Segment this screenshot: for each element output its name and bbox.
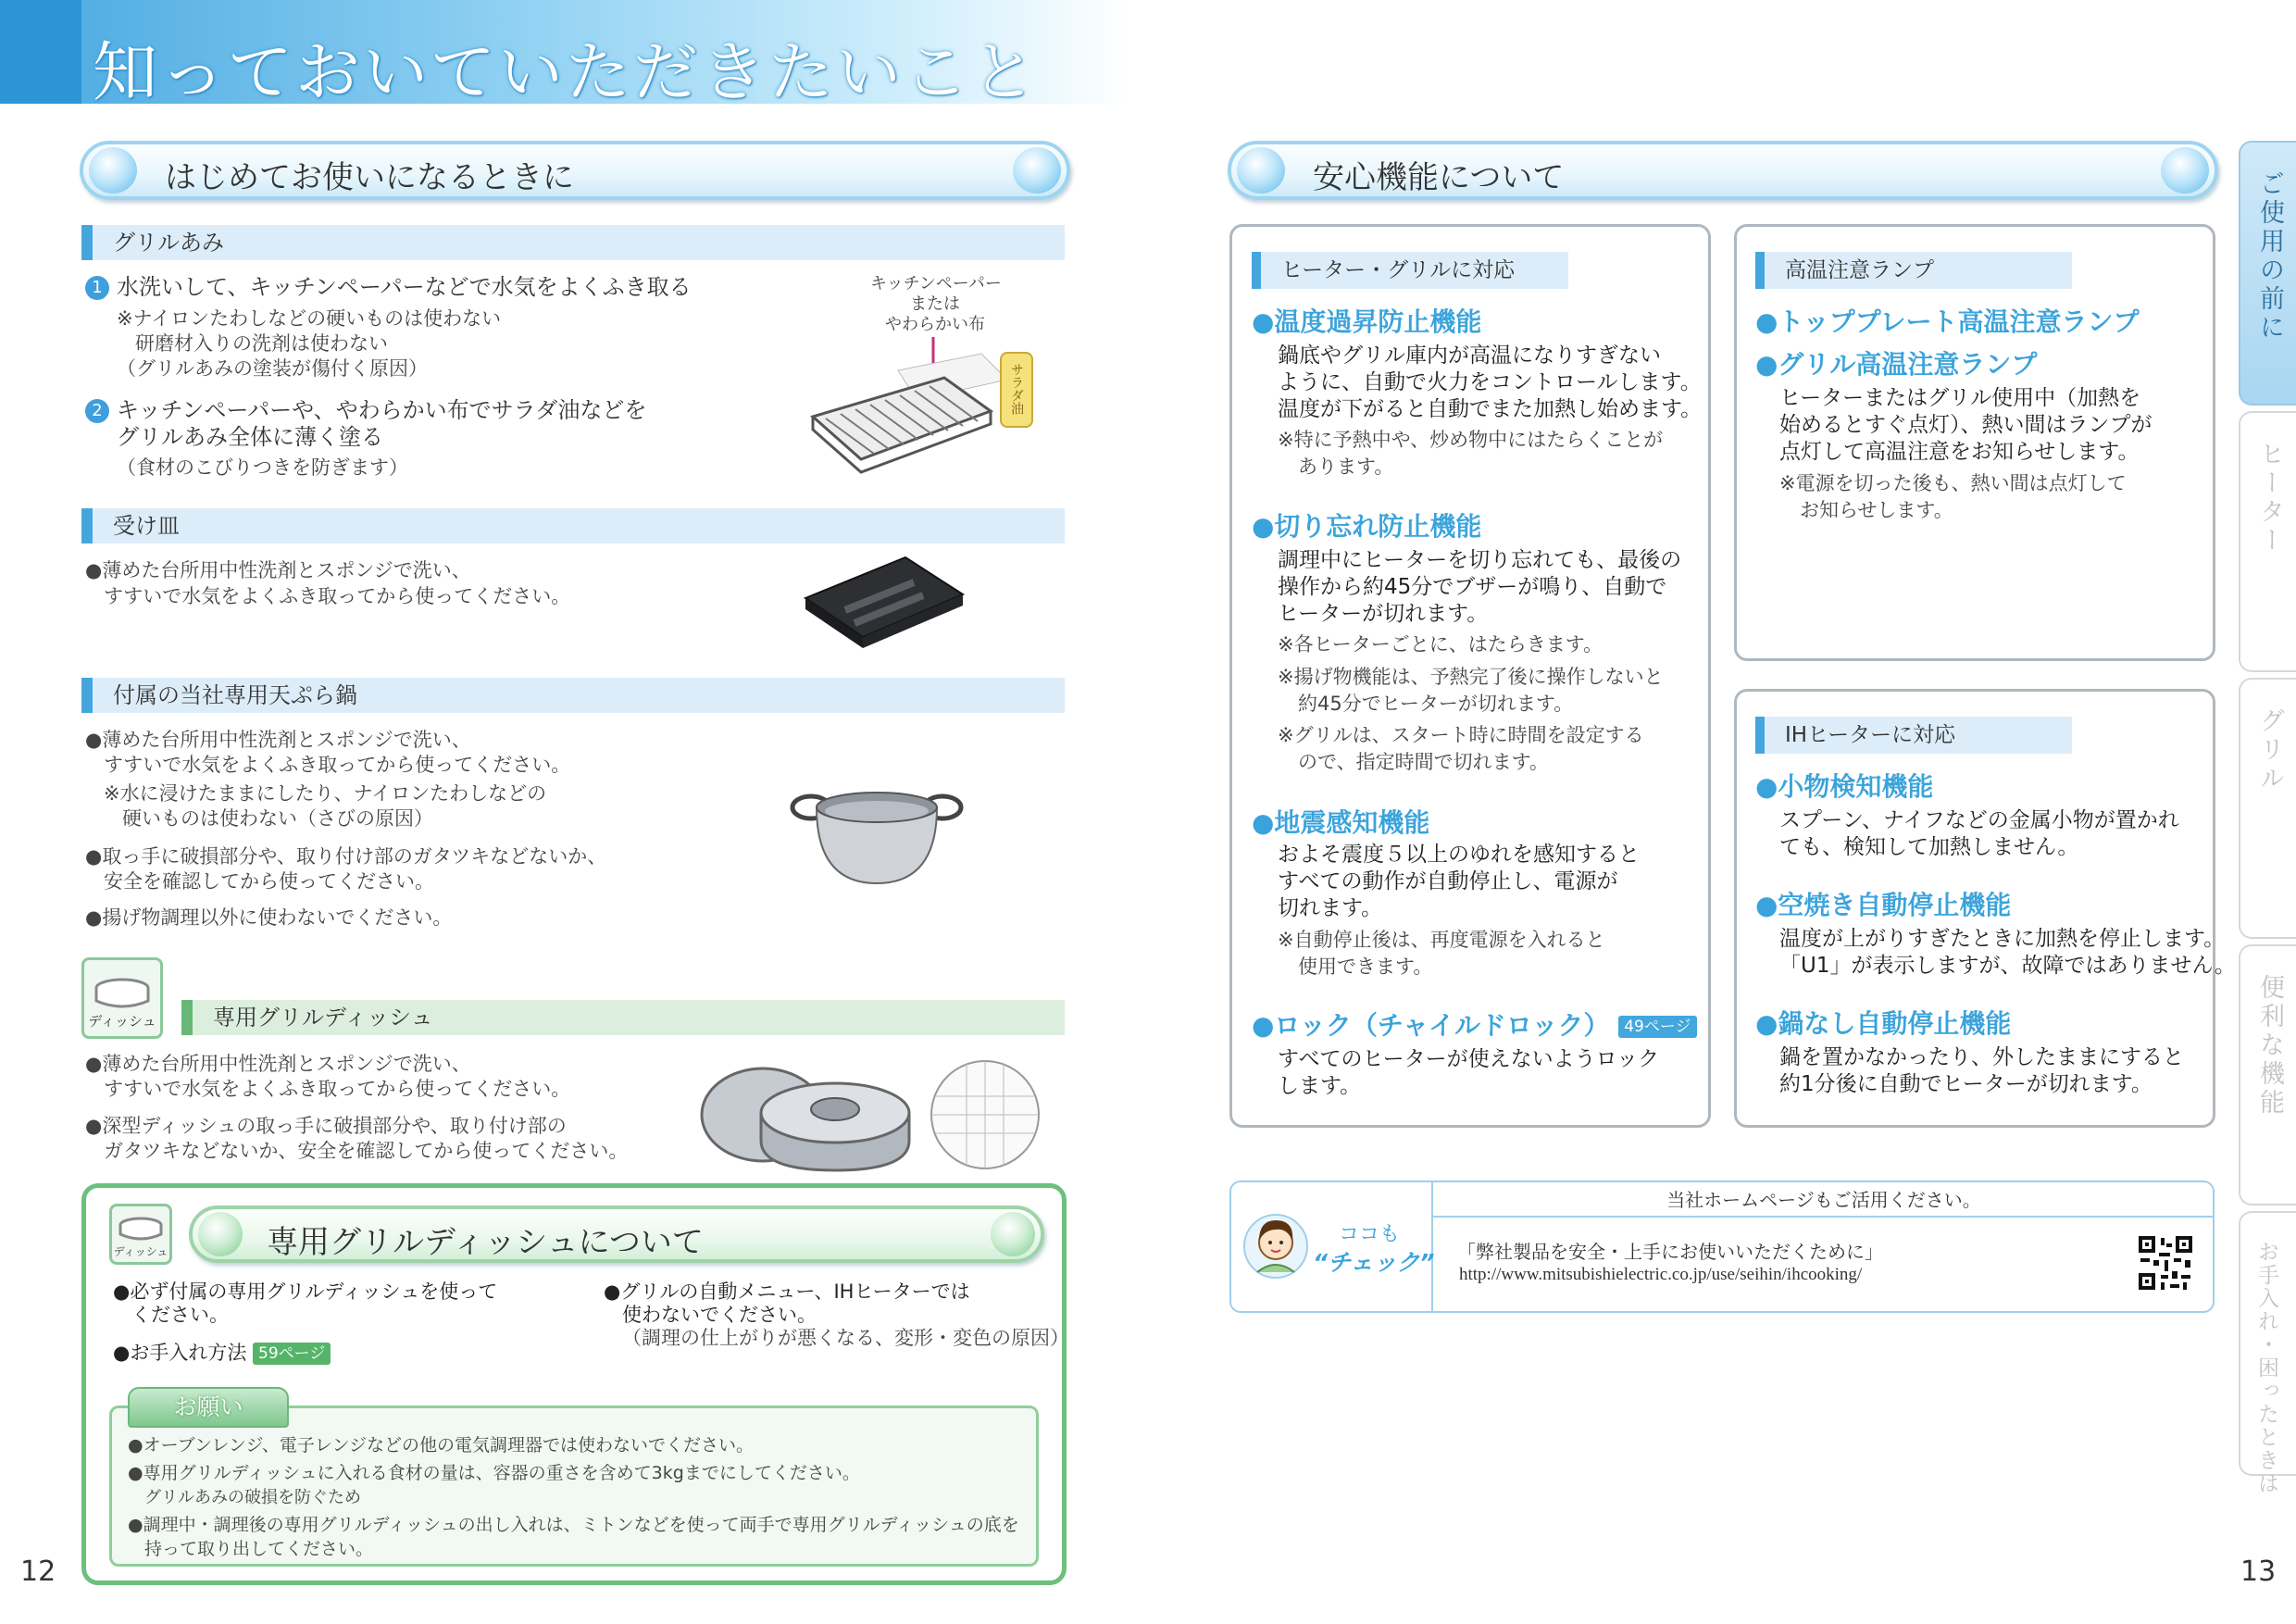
dish-text: ガタツキなどないか、安全を確認してから使ってください。 [104,1140,629,1162]
feature-note: ので、指定時間で切れます。 [1298,751,1549,773]
section-title: はじめてお使いになるときに [165,159,574,196]
subheading-grill-dish: 専用グリルディッシュ [181,1000,1065,1035]
feature-text: 鍋底やグリル庫内が高温になりすぎない [1278,344,1661,368]
feature-note: 使用できます。 [1298,956,1433,978]
feature-text: 温度が下がると自動でまた加熱し始めます。 [1278,397,1703,421]
feature-title: ●トッププレート高温注意ランプ [1755,306,2140,337]
dish-icon: ディッシュ [109,1204,172,1265]
dish-box-note: （調理の仕上がりが悪くなる、変形・変色の原因） [622,1327,1069,1349]
side-tab-convenient[interactable]: 便利な機能 [2239,944,2296,1206]
pot-text: すすいで水気をよくふき取ってから使ってください。 [104,754,571,776]
request-item: 持って取り出してください。 [144,1539,374,1559]
pot-text: ●取っ手に破損部分や、取り付け部のガタツキなどないか、 [85,845,607,868]
website-title: 「弊社製品を安全・上手にお使いいただくために」 [1457,1241,1883,1263]
feature-text: します。 [1278,1074,1362,1098]
feature-text: すべての動作が自動停止し、電源が [1278,869,1618,893]
pill-cap-left [198,1212,243,1256]
feature-note: ※各ヒーターごとに、はたらきます。 [1278,633,1603,656]
feature-title: ●切り忘れ防止機能 [1252,511,1482,542]
feature-text: 調理中にヒーターを切り忘れても、最後の [1278,548,1682,572]
feature-text: およそ震度５以上のゆれを感知すると [1278,843,1640,867]
kokomo-label: ココも [1339,1223,1401,1246]
feature-note: ※揚げ物機能は、予熱完了後に操作しないと [1278,666,1664,688]
care-method: ●お手入れ方法 59ページ [113,1341,331,1366]
feature-title: ●地震感知機能 [1252,807,1430,838]
divider [1433,1216,2215,1218]
step2-text: キッチンペーパーや、やわらかい布でサラダ油などを [117,397,647,423]
pill-cap-right [1013,147,1061,194]
feature-text: スプーン、ナイフなどの金属小物が置かれ [1779,808,2179,832]
subheading-tempura-pot: 付属の当社専用天ぷら鍋 [81,678,1065,713]
pill-cap-left [1237,147,1285,194]
feature-text: ヒーターが切れます。 [1278,602,1489,626]
section-pill-safety [1228,141,2218,200]
feature-text: 鍋を置かなかったり、外したままにすると [1779,1045,2184,1069]
dish-box-title-pill [189,1206,1044,1263]
dish-box-text: ください。 [131,1304,229,1326]
check-label: “チェック” [1313,1249,1435,1276]
feature-text: ても、検知して加熱しません。 [1779,835,2079,859]
box-heading: IHヒーターに対応 [1755,717,2072,754]
dish-text: ●薄めた台所用中性洗剤とスポンジで洗い、 [85,1053,471,1075]
feature-text: 操作から約45分でブザーが鳴り、自動で [1278,575,1667,599]
feature-title: ●小物検知機能 [1755,771,1934,802]
homepage-note: 当社ホームページもご活用ください。 [1666,1189,1981,1211]
feature-text: 点灯して高温注意をお知らせします。 [1779,440,2140,464]
step-number-1: 1 [85,276,109,300]
pot-text: 安全を確認してから使ってください。 [104,870,434,893]
feature-title: ●空焼き自動停止機能 [1755,890,2012,920]
page-number-right: 13 [2240,1555,2277,1588]
feature-text: 始めるとすぐ点灯）、熱い間はランプが [1779,413,2152,437]
qr-code-icon[interactable] [2137,1234,2194,1292]
side-tab-heater[interactable]: ヒーター [2239,411,2296,672]
subheading-tray: 受け皿 [81,508,1065,543]
feature-text: ヒーターまたはグリル使用中（加熱を [1779,386,2141,410]
pot-note: ※水に浸けたままにしたり、ナイロンたわしなどの [104,782,547,805]
step2-text: グリルあみ全体に薄く塗る [117,424,383,450]
request-item: ●オーブンレンジ、電子レンジなどの他の電気調理器では使わないでください。 [128,1435,754,1455]
page-title: 知っておいていただきたいこと [93,34,1039,110]
feature-text: ように、自動で火力をコントロールします。 [1278,370,1702,394]
subheading-grill-net: グリルあみ [81,225,1065,260]
side-tab-grill[interactable]: グリル [2239,678,2296,939]
feature-text: 温度が上がりすぎたときに加熱を停止します。 [1779,927,2226,951]
dish-icon: ディッシュ [81,957,163,1039]
dish-box-title: 専用グリルディッシュについて [267,1224,704,1261]
header-accent-stripe [0,0,81,104]
feature-note: ※特に予熱中や、炒め物中にはたらくことが [1278,429,1664,451]
step1-note: ※ナイロンたわしなどの硬いものは使わない [117,307,502,330]
feature-text: 切れます。 [1278,896,1383,920]
feature-note: ※自動停止後は、再度電源を入れると [1278,929,1605,951]
page-number-left: 12 [20,1555,56,1588]
dish-box-text: ●グリルの自動メニュー、IHヒーターでは [604,1280,970,1303]
lock-page-link[interactable]: 49ページ [1618,1016,1696,1038]
woman-character-icon [1241,1207,1315,1281]
pill-cap-left [89,147,137,194]
tray-illustration [796,552,972,654]
step1-text: 水洗いして、キッチンペーパーなどで水気をよくふき取る [117,274,692,300]
section-pill-first-use [80,141,1070,200]
pill-cap-right [2161,147,2209,194]
illustration-label: キッチンペーパー または やわらかい布 [870,274,1002,334]
feature-note: あります。 [1298,456,1394,478]
feature-text: 約1分後に自動でヒーターが切れます。 [1779,1072,2152,1096]
section-title: 安心機能について [1313,159,1565,196]
feature-note: 約45分でヒーターが切れます。 [1298,693,1574,715]
feature-title: ●温度過昇防止機能 [1252,306,1482,337]
feature-title: ●鍋なし自動停止機能 [1755,1008,2012,1039]
request-item: ●調理中・調理後の専用グリルディッシュの出し入れは、ミトンなどを使って両手で専用グリルディッシュの底を [128,1515,1019,1535]
tray-text: ●薄めた台所用中性洗剤とスポンジで洗い、 [85,559,471,581]
tray-text: すすいで水気をよくふき取ってから使ってください。 [104,585,571,607]
box-heading: ヒーター・グリルに対応 [1252,252,1568,289]
feature-title: ●グリル高温注意ランプ [1755,349,2038,380]
pot-text: ●揚げ物調理以外に使わないでください。 [85,906,453,929]
pot-text: ●薄めた台所用中性洗剤とスポンジで洗い、 [85,729,471,751]
feature-text: すべてのヒーターが使えないようロック [1278,1047,1660,1071]
step1-note: 研磨材入りの洗剤は使わない [135,332,388,355]
request-label: お願い [128,1387,289,1428]
step2-note: （食材のこびりつきを防ぎます） [117,456,408,479]
feature-note: ※電源を切った後も、熱い間は点灯して [1779,472,2127,494]
care-page-link[interactable]: 59ページ [253,1343,331,1365]
feature-title-lock: ●ロック（チャイルドロック） 49ページ [1252,1009,1697,1043]
website-url[interactable]: http://www.mitsubishielectric.co.jp/use/seihin/ihcooking/ [1459,1265,1863,1284]
request-item: ●専用グリルディッシュに入れる食材の量は、容器の重さを含めて3kgまでにしてください。 [128,1463,860,1483]
step1-note: （グリルあみの塗装が傷付く原因） [117,357,428,380]
dish-text: ●深型ディッシュの取っ手に破損部分や、取り付け部の [85,1115,567,1137]
dish-text: すすいで水気をよくふき取ってから使ってください。 [104,1078,571,1100]
feature-note: お知らせします。 [1800,499,1953,521]
request-note: グリルあみの破損を防ぐため [144,1488,361,1507]
feature-text: 「U1」が表示しますが、故障ではありません。 [1779,954,2236,978]
feature-note: ※グリルは、スタート時に時間を設定する [1278,724,1644,746]
side-tab-care[interactable]: お手入れ・困ったときは [2239,1211,2296,1476]
dish-box-text: ●必ず付属の専用グリルディッシュを使って [113,1280,498,1303]
grill-dish-illustration [696,1057,1048,1173]
tempura-pot-illustration [789,774,965,894]
pill-cap-right [991,1212,1035,1256]
side-tab-before-use[interactable]: ご使用の前に [2239,141,2296,406]
pot-note: 硬いものは使わない（さびの原因） [122,807,433,830]
bottle-label: サラダ油 [1009,363,1024,415]
box-heading: 高温注意ランプ [1755,252,2072,289]
step-number-2: 2 [85,399,109,423]
dish-box-text: 使わないでください。 [622,1304,817,1326]
